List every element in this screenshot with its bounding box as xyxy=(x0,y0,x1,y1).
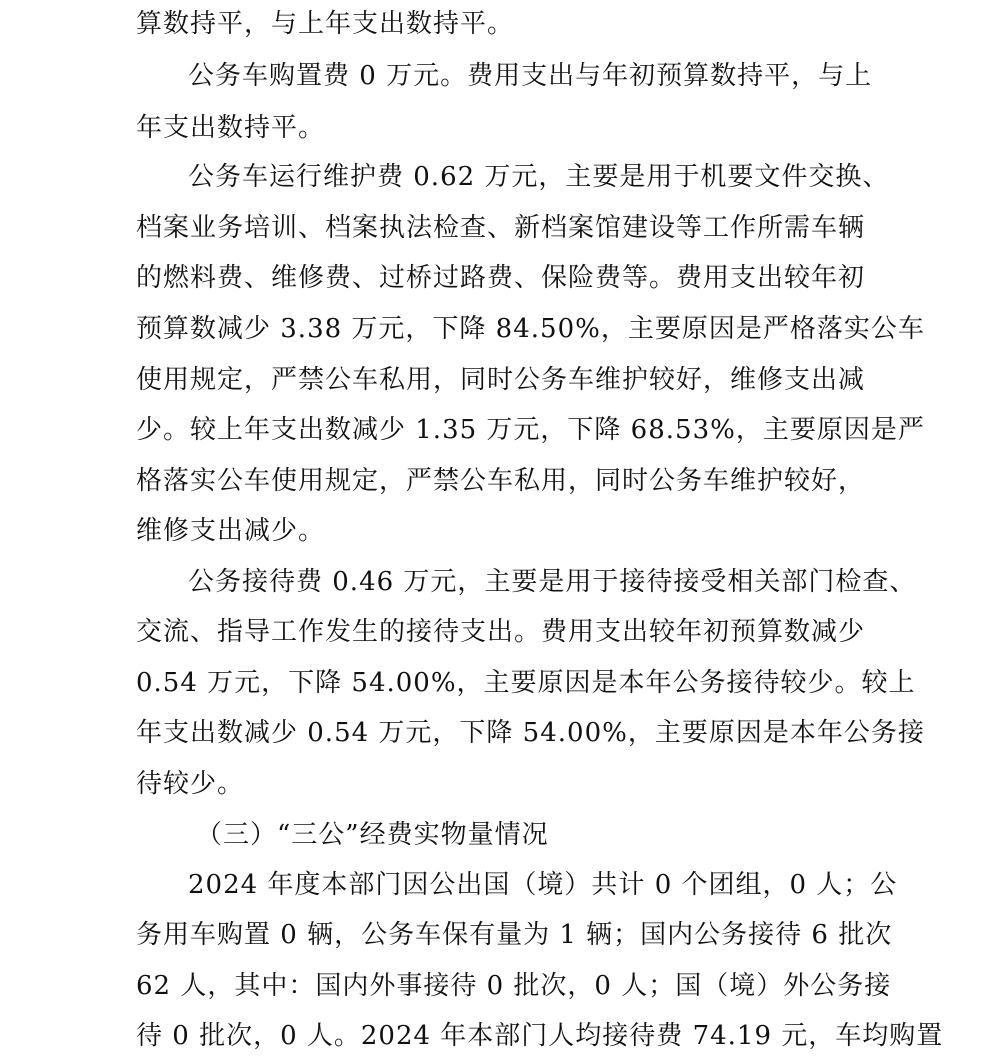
paragraph-line: 年支出数减少 0.54 万元，下降 54.00%，主要原因是本年公务接 xyxy=(136,718,925,748)
paragraph-line: 少。较上年支出数减少 1.35 万元，下降 68.53%，主要原因是严 xyxy=(136,415,925,445)
paragraph-line: 年支出数持平。 xyxy=(136,113,326,143)
paragraph-line: 公务接待费 0.46 万元，主要是用于接待接受相关部门检查、 xyxy=(188,567,917,597)
paragraph-line: 公务车购置费 0 万元。费用支出与年初预算数持平，与上 xyxy=(188,61,873,91)
paragraph-line: 务用车购置 0 辆，公务车保有量为 1 辆；国内公务接待 6 批次 xyxy=(136,920,893,950)
paragraph-line: 待较少。 xyxy=(136,769,245,799)
paragraph-line: 待 0 批次，0 人。2024 年本部门人均接待费 74.19 元，车均购置 xyxy=(136,1021,944,1051)
paragraph-line: 交流、指导工作发生的接待支出。费用支出较年初预算数减少 xyxy=(136,617,866,647)
paragraph-line: 使用规定，严禁公车私用，同时公务车维护较好，维修支出减 xyxy=(136,365,866,395)
paragraph-line: 2024 年度本部门因公出国（境）共计 0 个团组，0 人；公 xyxy=(188,870,898,900)
paragraph-line: 0.54 万元，下降 54.00%，主要原因是本年公务接待较少。较上 xyxy=(136,668,916,698)
paragraph-line: 预算数减少 3.38 万元，下降 84.50%，主要原因是严格落实公车 xyxy=(136,314,925,344)
paragraph-line: 的燃料费、维修费、过桥过路费、保险费等。费用支出较年初 xyxy=(136,263,866,293)
paragraph-line: 格落实公车使用规定，严禁公车私用，同时公务车维护较好， xyxy=(136,466,866,496)
section-heading: （三）“三公”经费实物量情况 xyxy=(196,820,549,850)
paragraph-line: 公务车运行维护费 0.62 万元，主要是用于机要文件交换、 xyxy=(188,162,890,192)
paragraph-line: 算数持平，与上年支出数持平。 xyxy=(136,9,515,39)
paragraph-line: 维修支出减少。 xyxy=(136,516,326,546)
paragraph-line: 62 人，其中：国内外事接待 0 批次，0 人；国（境）外公务接 xyxy=(136,971,892,1001)
paragraph-line: 档案业务培训、档案执法检查、新档案馆建设等工作所需车辆 xyxy=(136,213,866,243)
